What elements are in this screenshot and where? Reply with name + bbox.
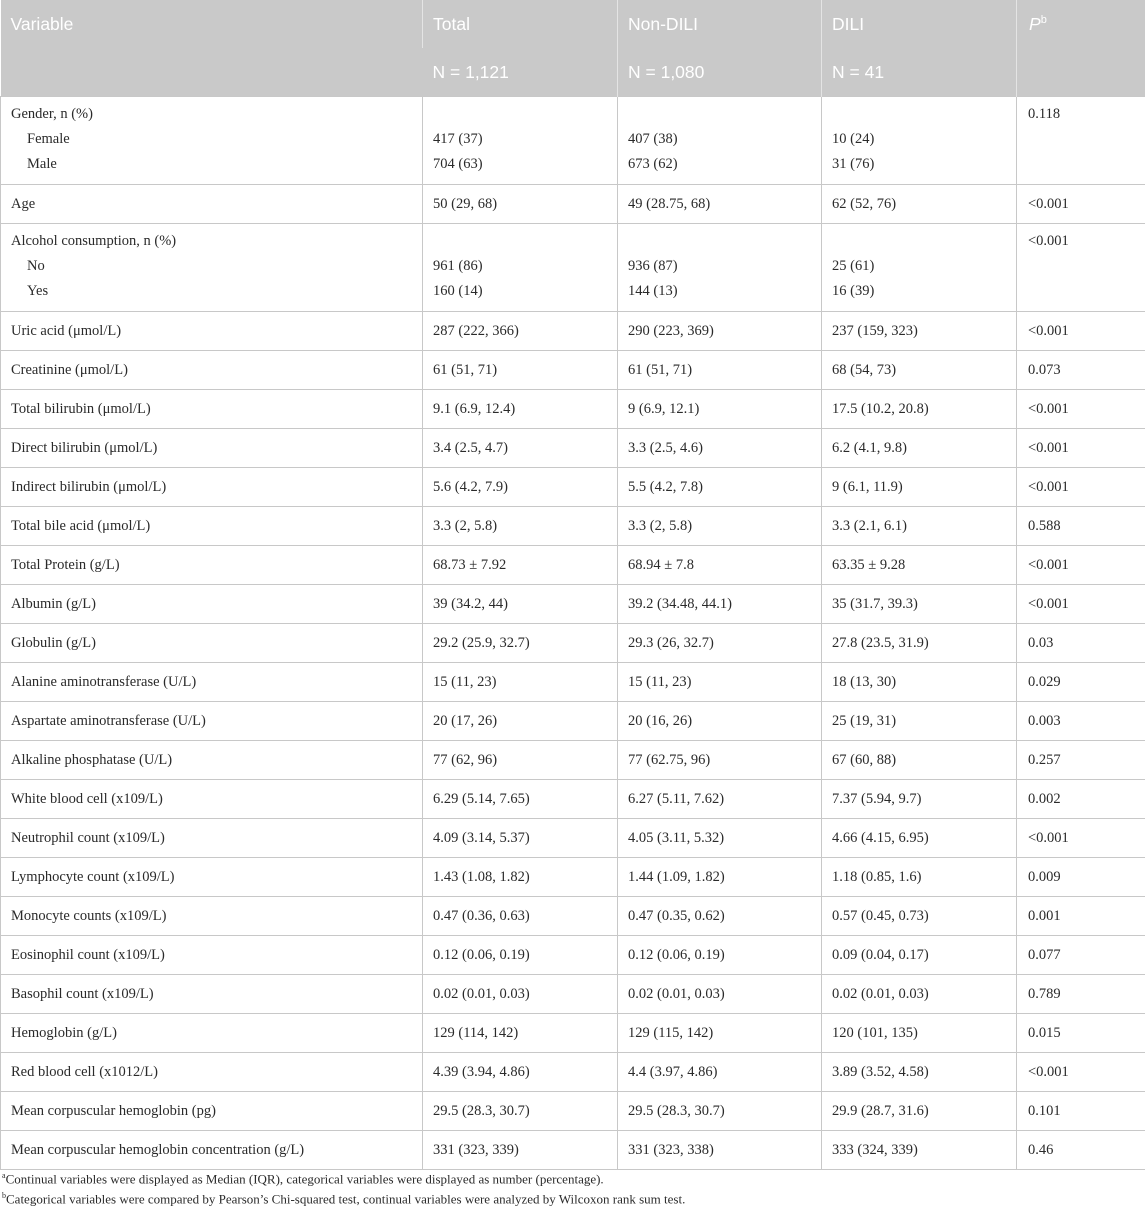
cell-value: 407 (38)	[628, 127, 811, 152]
row-label-text: Gender, n (%)	[11, 102, 412, 127]
cell-non-dili: 9 (6.9, 12.1)	[618, 390, 822, 429]
table-row	[1, 351, 1145, 390]
cell-p	[1017, 224, 1145, 312]
cell-dili: 18 (13, 30)	[822, 663, 1017, 702]
cell-p: 0.257	[1017, 741, 1145, 780]
row-label	[1, 224, 423, 312]
row-label: Eosinophil count (x109/L)	[1, 936, 423, 975]
cell-dili: 333 (324, 339)	[822, 1131, 1017, 1170]
cell-p: 0.077	[1017, 936, 1145, 975]
row-label: Alanine aminotransferase (U/L)	[1, 663, 423, 702]
cell-total: 287 (222, 366)	[423, 312, 618, 351]
header-n-dili: N = 41	[822, 48, 1017, 97]
cell-total: 50 (29, 68)	[423, 185, 618, 224]
cell-p: <0.001	[1017, 185, 1145, 224]
cell-p: 0.588	[1017, 507, 1145, 546]
cell-total: 4.39 (3.94, 4.86)	[423, 1053, 618, 1092]
row-label: Albumin (g/L)	[1, 585, 423, 624]
row-label: Total bilirubin (μmol/L)	[1, 390, 423, 429]
cell-dili: 35 (31.7, 39.3)	[822, 585, 1017, 624]
cell-value: 31 (76)	[832, 152, 1006, 177]
table-row	[1, 1092, 1145, 1131]
cell-dili: 4.66 (4.15, 6.95)	[822, 819, 1017, 858]
cell-p	[1017, 97, 1145, 185]
cell-total: 6.29 (5.14, 7.65)	[423, 780, 618, 819]
cell-value: 144 (13)	[628, 279, 811, 304]
cell-p: <0.001	[1017, 1053, 1145, 1092]
table-row	[1, 312, 1145, 351]
cell-total: 29.5 (28.3, 30.7)	[423, 1092, 618, 1131]
cell-dili: 25 (19, 31)	[822, 702, 1017, 741]
row-label: Basophil count (x109/L)	[1, 975, 423, 1014]
cell-p: 0.46	[1017, 1131, 1145, 1170]
cell-total: 77 (62, 96)	[423, 741, 618, 780]
cell-value: 10 (24)	[832, 127, 1006, 152]
cell-value: 160 (14)	[433, 279, 607, 304]
cell-total: 0.12 (0.06, 0.19)	[423, 936, 618, 975]
cell-dili: 7.37 (5.94, 9.7)	[822, 780, 1017, 819]
cell-p: 0.002	[1017, 780, 1145, 819]
cell-total: 9.1 (6.9, 12.4)	[423, 390, 618, 429]
cell-dili	[822, 224, 1017, 312]
cell-p: 0.003	[1017, 702, 1145, 741]
cell-non-dili: 0.02 (0.01, 0.03)	[618, 975, 822, 1014]
row-label: Total Protein (g/L)	[1, 546, 423, 585]
header-variable: Variable	[1, 0, 423, 97]
cell-p: <0.001	[1017, 819, 1145, 858]
cell-value: 936 (87)	[628, 254, 811, 279]
cell-non-dili: 49 (28.75, 68)	[618, 185, 822, 224]
table-row	[1, 858, 1145, 897]
cell-non-dili: 29.3 (26, 32.7)	[618, 624, 822, 663]
table-row	[1, 546, 1145, 585]
cell-total	[423, 97, 618, 185]
row-label: Alkaline phosphatase (U/L)	[1, 741, 423, 780]
cell-total: 3.4 (2.5, 4.7)	[423, 429, 618, 468]
table-row	[1, 975, 1145, 1014]
cell-non-dili: 129 (115, 142)	[618, 1014, 822, 1053]
header-total: Total	[423, 0, 618, 48]
row-label	[1, 97, 423, 185]
cell-total	[423, 224, 618, 312]
cell-dili: 29.9 (28.7, 31.6)	[822, 1092, 1017, 1131]
footnote-text: Continual variables were displayed as Median (IQR), categorical variables were displayed as number (percentage).	[6, 1171, 604, 1186]
cell-dili: 120 (101, 135)	[822, 1014, 1017, 1053]
row-label: Direct bilirubin (μmol/L)	[1, 429, 423, 468]
row-label: Mean corpuscular hemoglobin (pg)	[1, 1092, 423, 1131]
cell-non-dili: 68.94 ± 7.8	[618, 546, 822, 585]
cell-dili: 27.8 (23.5, 31.9)	[822, 624, 1017, 663]
row-label: Neutrophil count (x109/L)	[1, 819, 423, 858]
cell-p: 0.101	[1017, 1092, 1145, 1131]
cell-non-dili: 20 (16, 26)	[618, 702, 822, 741]
cell-non-dili: 5.5 (4.2, 7.8)	[618, 468, 822, 507]
cell-value: 704 (63)	[433, 152, 607, 177]
cell-dili: 0.02 (0.01, 0.03)	[822, 975, 1017, 1014]
row-label: Creatinine (μmol/L)	[1, 351, 423, 390]
table-row	[1, 624, 1145, 663]
cell-value: 0.118	[1028, 102, 1135, 127]
row-label: Lymphocyte count (x109/L)	[1, 858, 423, 897]
cell-non-dili: 15 (11, 23)	[618, 663, 822, 702]
cell-non-dili: 77 (62.75, 96)	[618, 741, 822, 780]
cell-p: 0.073	[1017, 351, 1145, 390]
table-row	[1, 663, 1145, 702]
cell-non-dili: 0.47 (0.35, 0.62)	[618, 897, 822, 936]
footnote-marker: b	[2, 1191, 6, 1200]
header-p-label: P	[1029, 14, 1041, 34]
table-row	[1, 819, 1145, 858]
cell-p: 0.009	[1017, 858, 1145, 897]
cell-non-dili: 4.4 (3.97, 4.86)	[618, 1053, 822, 1092]
cell-p: <0.001	[1017, 585, 1145, 624]
cell-p: 0.03	[1017, 624, 1145, 663]
cell-non-dili: 29.5 (28.3, 30.7)	[618, 1092, 822, 1131]
table-row	[1, 702, 1145, 741]
cell-non-dili: 331 (323, 338)	[618, 1131, 822, 1170]
cell-total: 0.02 (0.01, 0.03)	[423, 975, 618, 1014]
cell-value: 417 (37)	[433, 127, 607, 152]
cell-dili: 1.18 (0.85, 1.6)	[822, 858, 1017, 897]
sub-label: No	[11, 254, 412, 279]
cell-dili: 63.35 ± 9.28	[822, 546, 1017, 585]
cell-p: <0.001	[1017, 546, 1145, 585]
footnote-text: Categorical variables were compared by Pearson’s Chi-squared test, continual variables were analyzed by Wilcoxon rank sum test.	[6, 1191, 685, 1206]
cell-non-dili: 0.12 (0.06, 0.19)	[618, 936, 822, 975]
cell-p: 0.029	[1017, 663, 1145, 702]
table-row-gender	[1, 97, 1145, 185]
header-p-value	[1017, 0, 1145, 97]
cell-dili: 0.57 (0.45, 0.73)	[822, 897, 1017, 936]
cell-total: 15 (11, 23)	[423, 663, 618, 702]
cell-non-dili: 1.44 (1.09, 1.82)	[618, 858, 822, 897]
sub-label: Male	[11, 152, 412, 177]
footnote-a	[2, 1166, 685, 1186]
table-row-age	[1, 185, 1145, 224]
row-label: Total bile acid (μmol/L)	[1, 507, 423, 546]
sub-label: Yes	[11, 279, 412, 304]
cell-dili: 237 (159, 323)	[822, 312, 1017, 351]
header-dili: DILI	[822, 0, 1017, 48]
row-label-text: Alcohol consumption, n (%)	[11, 229, 412, 254]
cell-non-dili: 3.3 (2.5, 4.6)	[618, 429, 822, 468]
cell-non-dili: 61 (51, 71)	[618, 351, 822, 390]
cell-value: <0.001	[1028, 229, 1135, 254]
table-row	[1, 1014, 1145, 1053]
header-n-total: N = 1,121	[423, 48, 618, 97]
table-row	[1, 468, 1145, 507]
footnotes	[2, 1166, 685, 1206]
cell-total: 129 (114, 142)	[423, 1014, 618, 1053]
cell-non-dili: 3.3 (2, 5.8)	[618, 507, 822, 546]
cell-dili: 17.5 (10.2, 20.8)	[822, 390, 1017, 429]
header-p-sup: b	[1041, 14, 1047, 26]
cell-non-dili: 4.05 (3.11, 5.32)	[618, 819, 822, 858]
cell-total: 5.6 (4.2, 7.9)	[423, 468, 618, 507]
cell-total: 29.2 (25.9, 32.7)	[423, 624, 618, 663]
table-row-alcohol	[1, 224, 1145, 312]
cell-p: 0.001	[1017, 897, 1145, 936]
cell-p: 0.789	[1017, 975, 1145, 1014]
table-row	[1, 741, 1145, 780]
cell-dili: 62 (52, 76)	[822, 185, 1017, 224]
cell-dili: 3.89 (3.52, 4.58)	[822, 1053, 1017, 1092]
table-header	[1, 0, 1145, 97]
header-n-non-dili: N = 1,080	[618, 48, 822, 97]
cell-total: 331 (323, 339)	[423, 1131, 618, 1170]
row-label: Aspartate aminotransferase (U/L)	[1, 702, 423, 741]
cell-dili: 6.2 (4.1, 9.8)	[822, 429, 1017, 468]
cell-non-dili: 6.27 (5.11, 7.62)	[618, 780, 822, 819]
table-row	[1, 390, 1145, 429]
cell-p: <0.001	[1017, 468, 1145, 507]
row-label: Mean corpuscular hemoglobin concentration (g/L)	[1, 1131, 423, 1170]
row-label: Age	[1, 185, 423, 224]
cell-p: <0.001	[1017, 429, 1145, 468]
row-label: Red blood cell (x1012/L)	[1, 1053, 423, 1092]
row-label: Uric acid (μmol/L)	[1, 312, 423, 351]
table-row	[1, 585, 1145, 624]
cell-value: 673 (62)	[628, 152, 811, 177]
cell-dili	[822, 97, 1017, 185]
cell-dili: 67 (60, 88)	[822, 741, 1017, 780]
cell-total: 3.3 (2, 5.8)	[423, 507, 618, 546]
cell-p: 0.015	[1017, 1014, 1145, 1053]
cell-non-dili	[618, 224, 822, 312]
cell-dili: 68 (54, 73)	[822, 351, 1017, 390]
cell-value: 961 (86)	[433, 254, 607, 279]
table-row	[1, 936, 1145, 975]
footnote-b	[2, 1186, 685, 1206]
header-non-dili: Non-DILI	[618, 0, 822, 48]
cell-non-dili: 39.2 (34.48, 44.1)	[618, 585, 822, 624]
cell-total: 4.09 (3.14, 5.37)	[423, 819, 618, 858]
row-label: Indirect bilirubin (μmol/L)	[1, 468, 423, 507]
cell-total: 1.43 (1.08, 1.82)	[423, 858, 618, 897]
cell-total: 61 (51, 71)	[423, 351, 618, 390]
row-label: White blood cell (x109/L)	[1, 780, 423, 819]
cell-non-dili	[618, 97, 822, 185]
row-label: Globulin (g/L)	[1, 624, 423, 663]
footnote-marker: a	[2, 1171, 6, 1180]
table-row	[1, 780, 1145, 819]
row-label: Monocyte counts (x109/L)	[1, 897, 423, 936]
cell-total: 20 (17, 26)	[423, 702, 618, 741]
cell-p: <0.001	[1017, 390, 1145, 429]
table-row	[1, 507, 1145, 546]
table-row	[1, 1053, 1145, 1092]
cell-dili: 3.3 (2.1, 6.1)	[822, 507, 1017, 546]
sub-label: Female	[11, 127, 412, 152]
cell-dili: 0.09 (0.04, 0.17)	[822, 936, 1017, 975]
cell-dili: 9 (6.1, 11.9)	[822, 468, 1017, 507]
cell-value: 16 (39)	[832, 279, 1006, 304]
cell-non-dili: 290 (223, 369)	[618, 312, 822, 351]
cell-total: 0.47 (0.36, 0.63)	[423, 897, 618, 936]
cell-p: <0.001	[1017, 312, 1145, 351]
cell-total: 39 (34.2, 44)	[423, 585, 618, 624]
cell-total: 68.73 ± 7.92	[423, 546, 618, 585]
table-row	[1, 897, 1145, 936]
table-row	[1, 1131, 1145, 1170]
table-row	[1, 429, 1145, 468]
cell-value: 25 (61)	[832, 254, 1006, 279]
table-body	[1, 97, 1145, 1170]
row-label: Hemoglobin (g/L)	[1, 1014, 423, 1053]
